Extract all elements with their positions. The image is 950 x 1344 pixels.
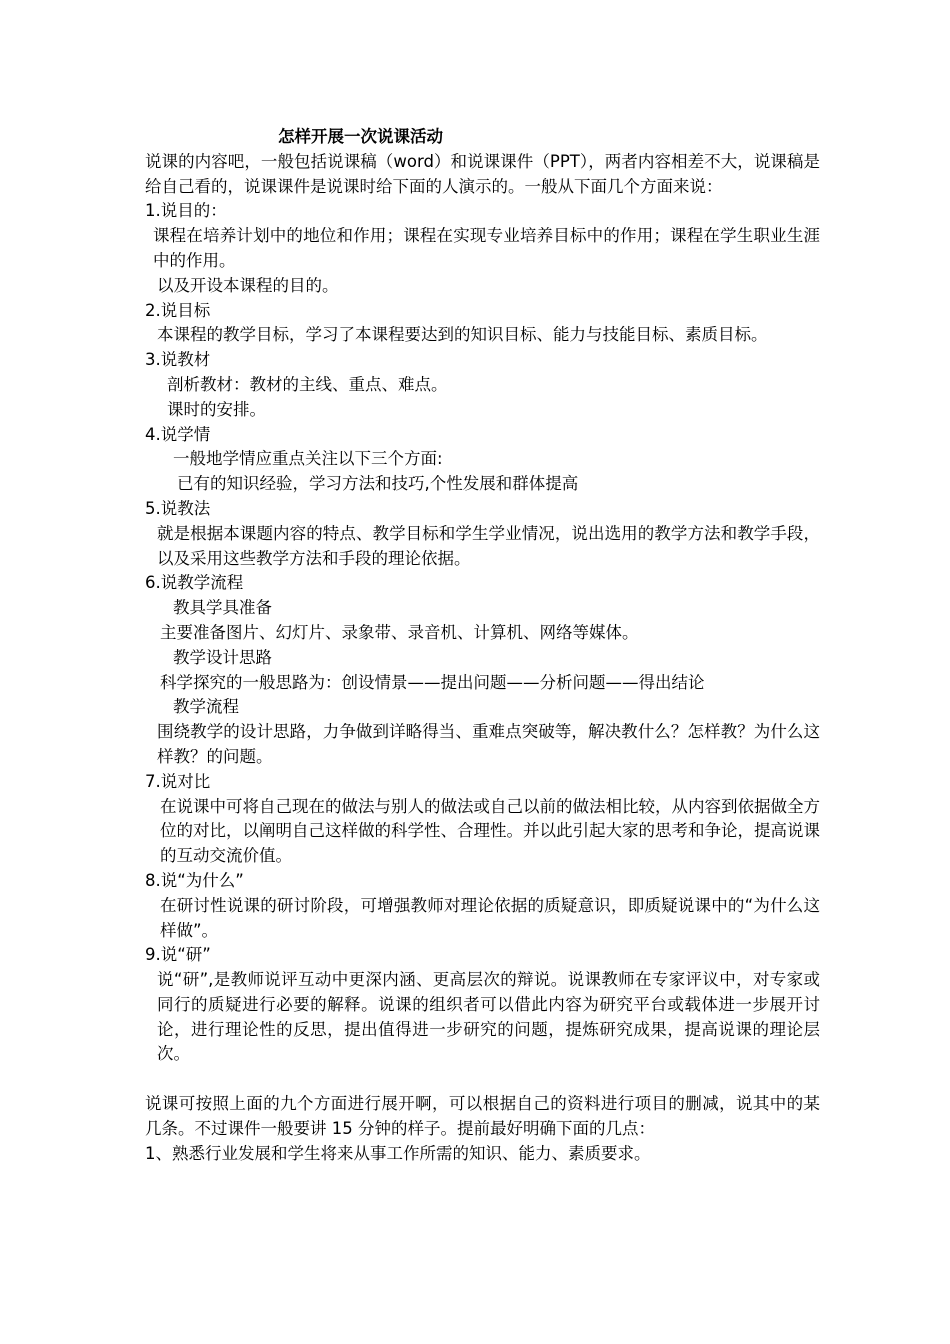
section-3-heading: 3.说教材	[145, 350, 211, 370]
section-7-paragraph-1: 在说课中可将自己现在的做法与别人的做法或自己以前的做法相比较，从内容到依据做全方位的对比，以阐明自己这样做的科学性、合理性。并以此引起大家的思考和争论，提高说课的互动交流价值。	[160, 796, 820, 866]
intro-paragraph: 说课的内容吧，一般包括说课稿（word）和说课课件（PPT），两者内容相差不大，说课稿是给自己看的，说课课件是说课时给下面的人演示的。一般从下面几个方面来说：	[145, 151, 820, 196]
section-9-heading: 9.说“研”	[145, 945, 211, 965]
section-6-paragraph-1: 主要准备图片、幻灯片、录象带、录音机、计算机、网络等媒体。	[160, 622, 639, 642]
section-6-subheading-1: 教具学具准备	[173, 598, 272, 618]
section-3-paragraph-2: 课时的安排。	[167, 399, 266, 419]
blank-line	[145, 1067, 820, 1092]
section-2-paragraph-1: 本课程的教学目标，学习了本课程要达到的知识目标、能力与技能目标、素质目标。	[157, 325, 768, 345]
section-8-paragraph-1: 在研讨性说课的研讨阶段，可增强教师对理论依据的质疑意识，即质疑说课中的“为什么这样做”。	[160, 895, 820, 940]
section-6-paragraph-2: 科学探究的一般思路为：创设情景——提出问题——分析问题——得出结论	[160, 672, 705, 692]
closing-paragraph-2: 1、熟悉行业发展和学生将来从事工作所需的知识、能力、素质要求。	[145, 1143, 651, 1163]
section-6-subheading-3: 教学流程	[173, 697, 239, 717]
section-6-subheading-2: 教学设计思路	[173, 647, 272, 667]
section-4-heading: 4.说学情	[145, 424, 211, 444]
section-7-heading: 7.说对比	[145, 771, 211, 791]
section-2-heading: 2.说目标	[145, 300, 211, 320]
section-1-paragraph-2: 以及开设本课程的目的。	[157, 275, 339, 295]
document-page	[145, 125, 820, 1166]
document-title: 怎样开展一次说课活动	[278, 127, 443, 146]
section-1-paragraph-1: 课程在培养计划中的地位和作用；课程在实现专业培养目标中的作用；课程在学生职业生涯中的作用。	[153, 226, 820, 270]
section-5-heading: 5.说教法	[145, 498, 211, 518]
section-4-paragraph-1: 一般地学情应重点关注以下三个方面:	[173, 449, 443, 469]
section-6-paragraph-3: 围绕教学的设计思路，力争做到详略得当、重难点突破等，解决教什么？怎样教？为什么这样教？的问题。	[157, 722, 820, 766]
section-9-paragraph-1: 说“研”,是教师说评互动中更深内涵、更高层次的辩说。说课教师在专家评议中，对专家或同行的质疑进行必要的解释。说课的组织者可以借此内容为研究平台或载体进一步展开讨论，进行理论性的反思，提出值得进一步研究的问题，提炼研究成果，提高说课的理论层次。	[157, 970, 820, 1064]
section-6-heading: 6.说教学流程	[145, 573, 244, 593]
section-5-paragraph-1: 就是根据本课题内容的特点、教学目标和学生学业情况，说出选用的教学方法和教学手段，以及采用这些教学方法和手段的理论依据。	[157, 523, 820, 568]
closing-paragraph-1: 说课可按照上面的九个方面进行展开啊，可以根据自己的资料进行项目的删减，说其中的某几条。不过课件一般要讲 15 分钟的样子。提前最好明确下面的几点：	[145, 1094, 820, 1138]
section-3-paragraph-1: 剖析教材：教材的主线、重点、难点。	[167, 374, 448, 394]
section-4-paragraph-2: 已有的知识经验，学习方法和技巧,个性发展和群体提高	[177, 474, 579, 494]
section-1-heading: 1.说目的：	[145, 201, 227, 221]
section-8-heading: 8.说“为什么”	[145, 870, 244, 890]
